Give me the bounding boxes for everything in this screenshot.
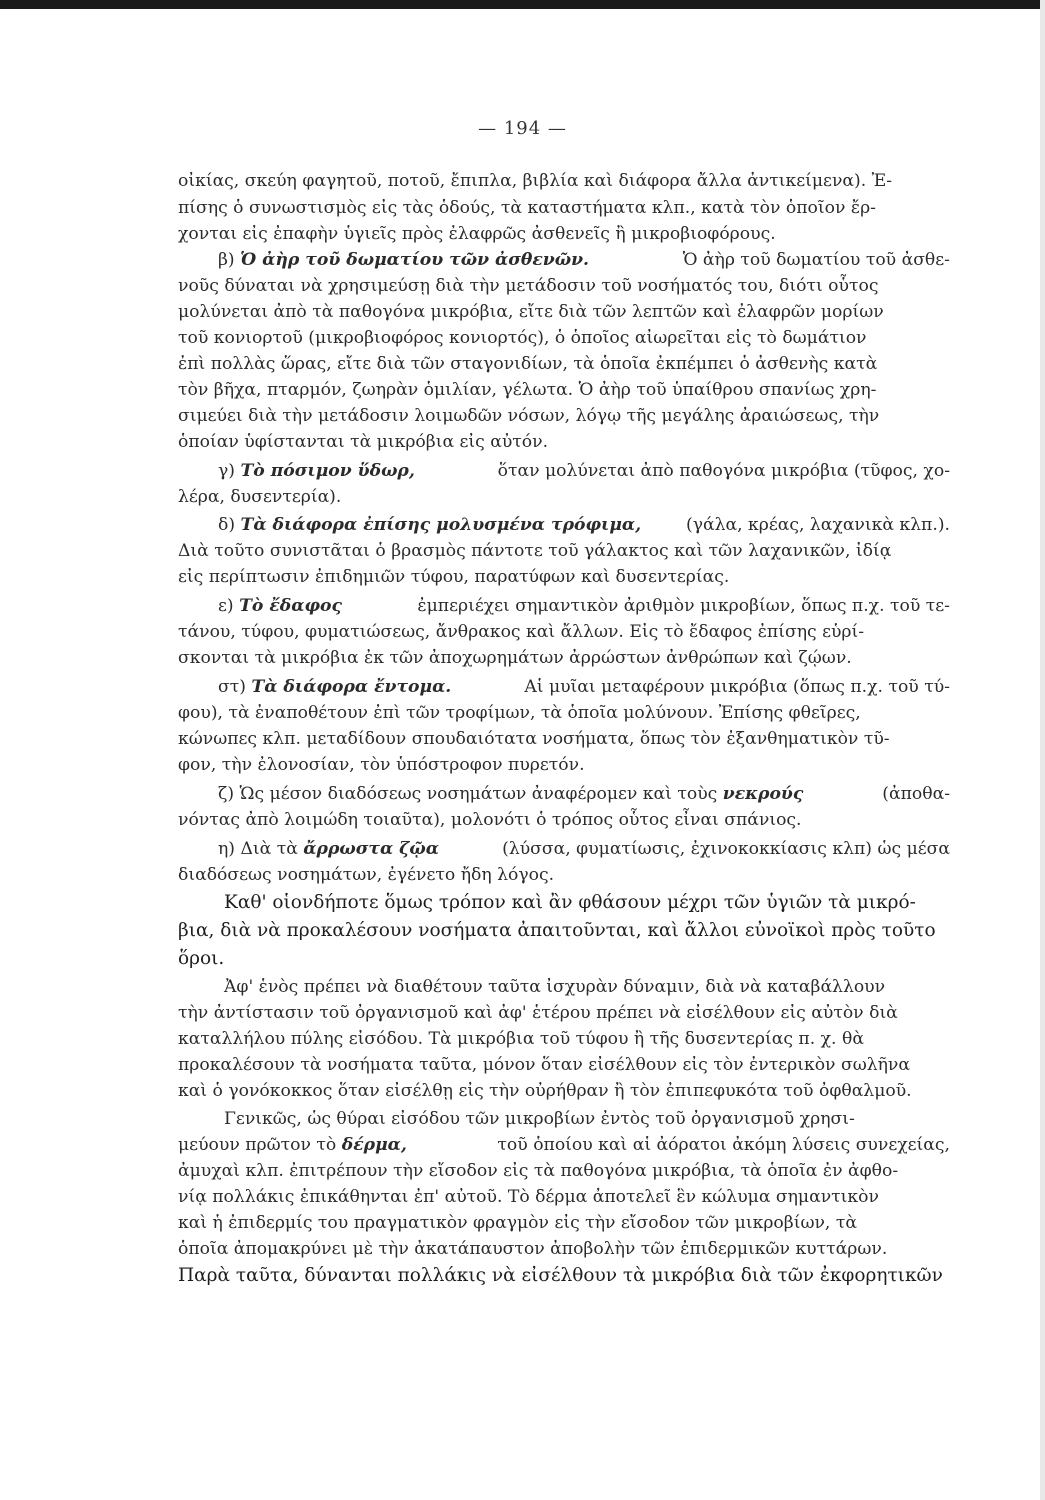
text-line: νίᾳ πολλάκις ἐπικάθηνται ἐπ' αὐτοῦ. Τὸ δέρμα ἀποτελεῖ ἓν κώλυμα σημαντικὸν (178, 1187, 879, 1207)
text-line: πίσης ὁ συνωστισμὸς εἰς τὰς ὁδούς, τὰ καταστήματα κλπ., κατὰ τὸν ὁποῖον ἔρ- (178, 198, 876, 218)
heading-sick-animals: ἄρρωστα ζῷα (303, 839, 439, 859)
text-line: βια, διὰ νὰ προκαλέσουν νοσήματα ἀπαιτοῦνται, καὶ ἄλλοι εὐνοϊκοὶ πρὸς τοῦτο (178, 920, 936, 941)
text-line-beta: β) Ὁ ἀὴρ τοῦ δωματίου τῶν ἀσθενῶν. Ὁ ἀὴρ τοῦ δωματίου τοῦ ἀσθε- (218, 250, 950, 270)
text-line: προκαλέσουν τὰ νοσήματα ταῦτα, μόνον ὅταν εἰσέλθουν εἰς τὸν ἐντερικὸν σωλῆνα (178, 1055, 910, 1075)
text-line: ὅροι. (178, 948, 225, 969)
text-line-stigma: στ) Τὰ διάφορα ἔντομα. Αἱ μυῖαι μεταφέρουν μικρόβια (ὅπως π.χ. τοῦ τύ- (218, 677, 950, 697)
text-line: μολύνεται ἀπὸ τὰ παθογόνα μικρόβια, εἴτε διὰ τῶν λεπτῶν καὶ ἐλαφρῶν μορίων (178, 302, 884, 322)
text-line: τὴν ἀντίστασιν τοῦ ὀργανισμοῦ καὶ ἀφ' ἑτέρου πρέπει νὰ εἰσέλθουν εἰς αὐτὸν διὰ (178, 1003, 898, 1023)
page-number: — 194 — (478, 118, 567, 139)
text-line: Παρὰ ταῦτα, δύνανται πολλάκις νὰ εἰσέλθουν τὰ μικρόβια διὰ τῶν ἐκφορητικῶν (178, 1265, 943, 1286)
text-line: οἰκίας, σκεύη φαγητοῦ, ποτοῦ, ἔπιπλα, βιβλία καὶ διάφορα ἄλλα ἀντικείμενα). Ἐ- (178, 171, 893, 191)
text-line: καὶ ὁ γονόκοκκος ὅταν εἰσέλθῃ εἰς τὴν οὐρήθραν ἢ τὸν ἐπιπεφυκότα τοῦ ὀφθαλμοῦ. (178, 1081, 912, 1101)
text-line: φον, τὴν ἐλονοσίαν, τὸν ὑπόστροφον πυρετόν. (178, 755, 585, 775)
scan-side-shadow (1040, 0, 1045, 1500)
text-line: τάνου, τύφου, φυματιώσεως, ἄνθρακος καὶ ἄλλων. Εἰς τὸ ἔδαφος ἐπίσης εὑρί- (178, 622, 865, 642)
text-line: κώνωπες κλπ. μεταδίδουν σπουδαιότατα νοσήματα, ὅπως τὸν ἐξανθηματικὸν τῦ- (178, 729, 890, 749)
text-line: Καθ' οἱονδήποτε ὅμως τρόπον καὶ ἂν φθάσουν μέχρι τῶν ὑγιῶν τὰ μικρό- (224, 892, 916, 913)
text-line: διαδόσεως νοσημάτων, ἐγένετο ἤδη λόγος. (178, 865, 555, 885)
heading-soil: Τὸ ἔδαφος (239, 596, 342, 616)
text-line-epsilon: ε) Τὸ ἔδαφος ἐμπεριέχει σημαντικὸν ἀριθμὸν μικροβίων, ὅπως π.χ. τοῦ τε- (218, 596, 950, 616)
text-line: λέρα, δυσεντερία). (178, 487, 342, 507)
text-line-zeta: ζ) Ὡς μέσον διαδόσεως νοσημάτων ἀναφέρομεν καὶ τοὺς νεκρούς (ἀποθα- (218, 784, 950, 804)
text-line: ἀμυχαὶ κλπ. ἐπιτρέπουν τὴν εἴσοδον εἰς τὰ παθογόνα μικρόβια, τὰ ὁποῖα ἐν ἀφθο- (178, 1161, 899, 1181)
text-line: νοῦς δύναται νὰ χρησιμεύσῃ διὰ τὴν μετάδοσιν τοῦ νοσήματός του, διότι οὗτος (178, 276, 879, 296)
heading-water: Τὸ πόσιμον ὕδωρ, (240, 461, 415, 481)
heading-skin: δέρμα, (341, 1135, 407, 1155)
text-line: καταλλήλου πύλης εἰσόδου. Τὰ μικρόβια τοῦ τύφου ἢ τῆς δυσεντερίας π. χ. θὰ (178, 1029, 864, 1049)
text-line: νόντας ἀπὸ λοιμώδη τοιαῦτα), μολονότι ὁ τρόπος οὗτος εἶναι σπάνιος. (178, 810, 802, 830)
text-line-delta: δ) Τὰ διάφορα ἐπίσης μολυσμένα τρόφιμα, (γάλα, κρέας, λαχανικὰ κλπ.). (218, 515, 950, 535)
text-line: φου), τὰ ἐναποθέτουν ἐπὶ τῶν τροφίμων, τὰ ὁποῖα μολύνουν. Ἐπίσης φθεῖρες, (178, 703, 861, 723)
text-line: σιμεύει διὰ τὴν μετάδοσιν λοιμωδῶν νόσων, λόγῳ τῆς μεγάλης ἀραιώσεως, τὴν (178, 406, 880, 426)
text-line: καὶ ἡ ἐπιδερμίς του πραγματικὸν φραγμὸν εἰς τὴν εἴσοδον τῶν μικροβίων, τὰ (178, 1213, 857, 1233)
text-line: τοῦ κονιορτοῦ (μικροβιοφόρος κονιορτός), ὁ ὁποῖος αἰωρεῖται εἰς τὸ δωμάτιον (178, 328, 867, 348)
text-line: ὁποῖα ἀπομακρύνει μὲ τὴν ἀκατάπαυστον ἀποβολὴν τῶν ἐπιδερμικῶν κυττάρων. (178, 1239, 888, 1259)
heading-dead: νεκρούς (722, 784, 804, 804)
heading-insects: Τὰ διάφορα ἔντομα. (251, 677, 452, 697)
text-line: εἰς περίπτωσιν ἐπιδημιῶν τύφου, παρατύφων καὶ δυσεντερίας. (178, 567, 730, 587)
text-line-gamma: γ) Τὸ πόσιμον ὕδωρ, ὅταν μολύνεται ἀπὸ παθογόνα μικρόβια (τῦφος, χο- (218, 461, 950, 481)
text-line: ὁποίαν ὑφίστανται τὰ μικρόβια εἰς αὐτόν. (178, 432, 549, 452)
heading-foods: Τὰ διάφορα ἐπίσης μολυσμένα τρόφιμα, (240, 515, 642, 535)
text-line: σκονται τὰ μικρόβια ἐκ τῶν ἀποχωρημάτων ἀρρώστων ἀνθρώπων καὶ ζῴων. (178, 648, 852, 668)
text-line: Διὰ τοῦτο συνιστᾶται ὁ βρασμὸς πάντοτε τοῦ γάλακτος καὶ τῶν λαχανικῶν, ἰδίᾳ (178, 541, 892, 561)
text-line: Ἀφ' ἑνὸς πρέπει νὰ διαθέτουν ταῦτα ἰσχυρὰν δύναμιν, διὰ νὰ καταβάλλουν (224, 977, 886, 997)
text-line: ἐπὶ πολλὰς ὥρας, εἴτε διὰ τῶν σταγονιδίων, τὰ ὁποῖα ἐκπέμπει ὁ ἀσθενὴς κατὰ (178, 354, 878, 374)
text-line: τὸν βῆχα, πταρμόν, ζωηρὰν ὁμιλίαν, γέλωτα. Ὁ ἀὴρ τοῦ ὑπαίθρου σπανίως χρη- (178, 380, 877, 400)
text-line: χονται εἰς ἐπαφὴν ὑγιεῖς πρὸς ἐλαφρῶς ἀσθενεῖς ἢ μικροβιοφόρους. (178, 224, 776, 244)
heading-air: Ὁ ἀὴρ τοῦ δωματίου τῶν ἀσθενῶν. (240, 250, 589, 270)
text-line-eta: η) Διὰ τὰ ἄρρωστα ζῷα (λύσσα, φυματίωσις, ἐχινοκοκκίασις κλπ) ὡς μέσα (218, 839, 950, 859)
text-line: Γενικῶς, ὡς θύραι εἰσόδου τῶν μικροβίων ἐντὸς τοῦ ὀργανισμοῦ χρησι- (224, 1109, 855, 1129)
text-line-skin: μεύουν πρῶτον τὸ δέρμα, τοῦ ὁποίου καὶ αἱ ἀόρατοι ἀκόμη λύσεις συνεχείας, (178, 1135, 950, 1155)
scan-top-border (0, 0, 1045, 9)
